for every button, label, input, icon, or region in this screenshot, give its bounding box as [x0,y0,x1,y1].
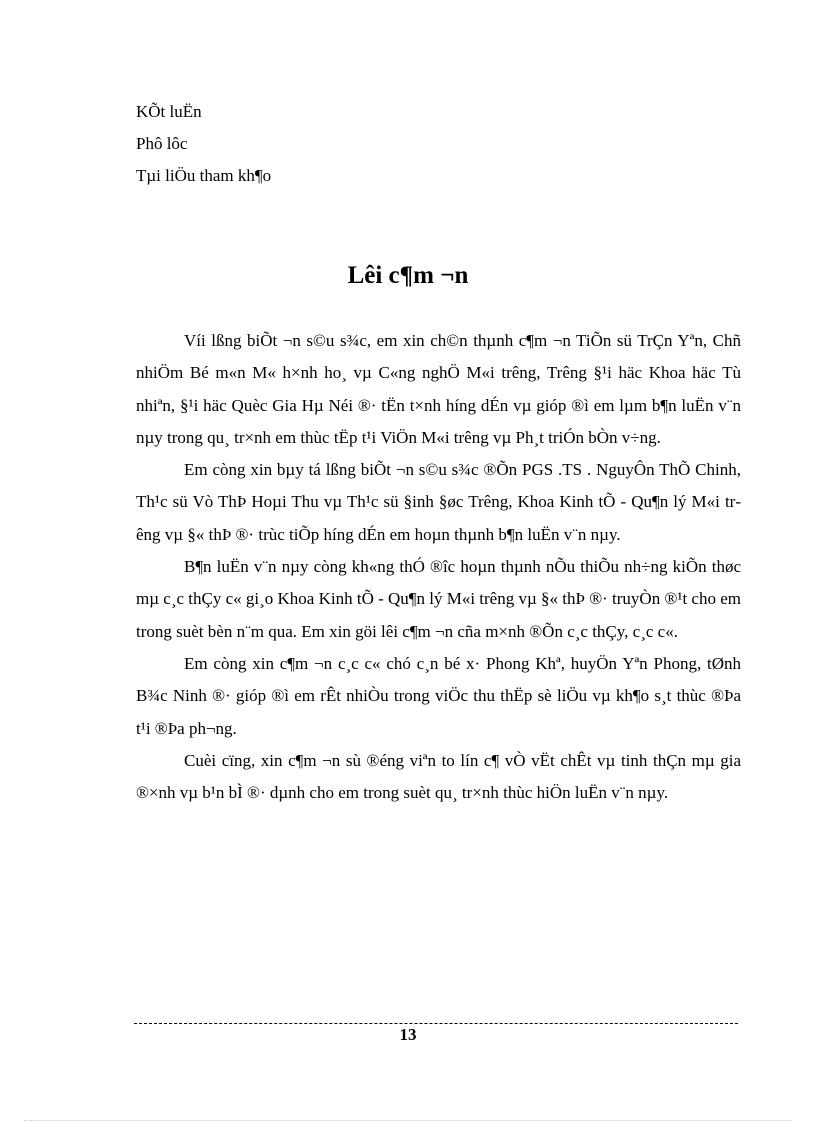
page-title: Lêi c¶m ¬n [347,262,469,289]
toc-item-references: Tµi liÖu tham kh¶o [136,166,272,185]
toc-item-conclusion: KÕt luËn [136,102,202,121]
paragraph: Em còng xin bµy tá lßng biÕt ¬n s©u s¾c ®Õn PGS .TS . NguyÔn ThÕ Chinh, Th¹c sü Vò ThÞ Hoµi Thu vµ Th¹c sü §inh §øc Trêng, Khoa Kinh tÕ - Qu¶n lý M«i trêng vµ §« thÞ ®· trùc tiÕp híng dÉn em hoµn thµnh b¶n luËn v¨n nµy. [136,460,741,544]
paragraph: Em còng xin c¶m ¬n c¸c c« chó c¸n bé x· Phong Khª, huyÖn Yªn Phong, tØnh B¾c Ninh ®· gióp ®ì em rÊt nhiÒu trong viÖc thu thËp sè liÖu vµ kh¶o s¸t thùc ®Þa t¹i ®Þa ph¬ng. [136,653,741,738]
paragraph: Cuèi cïng, xin c¶m ¬n sù ®éng viªn to lín c¶ vÒ vËt chÊt vµ tinh thÇn mµ gia ®×nh vµ b¹n bÌ ®· dµnh cho em trong suèt qu¸ tr×nh thùc hiÖn luËn v¨n nµy. [136,750,741,803]
page-bottom-edge [24,1120,792,1121]
toc-item-appendix: Phô lôc [136,134,188,153]
page-number: 13 [399,1025,417,1044]
paragraph: B¶n luËn v¨n nµy còng kh«ng thÓ ®îc hoµn thµnh nÕu thiÕu nh÷ng kiÕn thøc mµ c¸c thÇy c« gi¸o Khoa Kinh tÕ - Qu¶n lý M«i trêng vµ §« thÞ ®· truyÒn ®¹t cho em trong suèt bèn n¨m qua. Em xin göi lêi c¶m ¬n cña m×nh ®Õn c¸c thÇy, c¸c c«. [136,557,741,641]
acknowledgement-body [136,325,741,809]
table-of-contents-list [136,96,271,192]
paragraph: Víi lßng biÕt ¬n s©u s¾c, em xin ch©n thµnh c¶m ¬n TiÕn sü TrÇn Yªn, Chñ nhiÖm Bé m«n M« h×nh ho¸ vµ C«ng nghÖ M«i trêng, Trêng §¹i häc Khoa häc Tù nhiªn, §¹i häc Quèc Gia Hµ Néi ®· tËn t×nh híng dÉn vµ gióp ®ì em lµm b¶n luËn v¨n nµy trong qu¸ tr×nh em thùc tËp t¹i ViÖn M«i trêng vµ Ph¸t triÓn bÒn v÷ng. [136,331,741,447]
